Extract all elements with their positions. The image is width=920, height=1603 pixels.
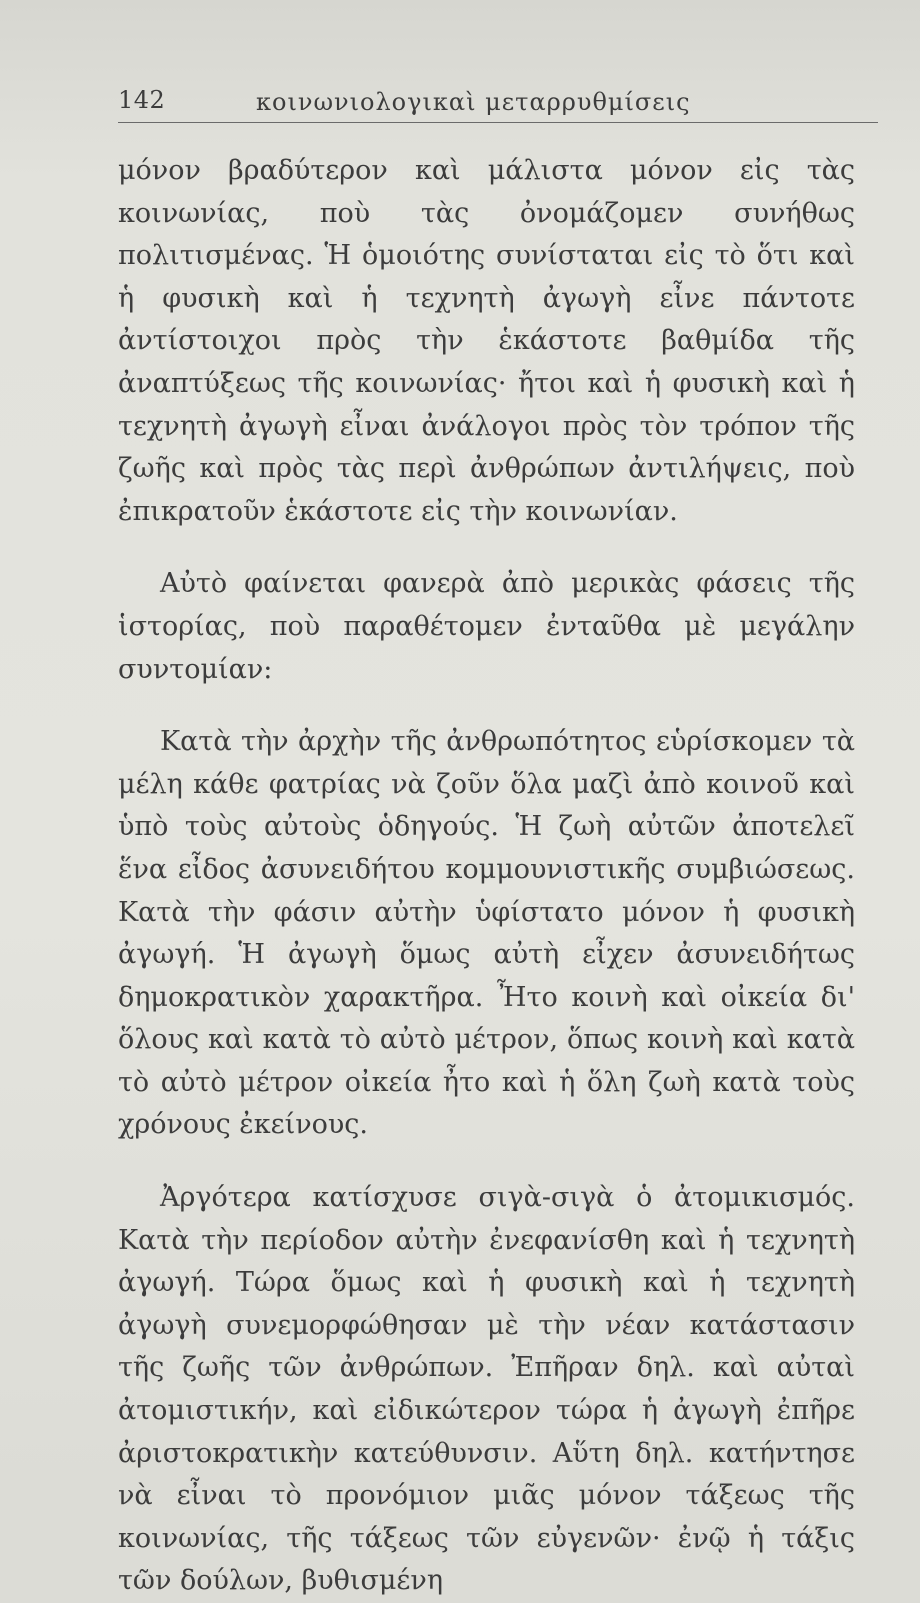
header-rule (118, 122, 878, 123)
paragraph: Ἀργότερα κατίσχυσε σιγὰ-σιγὰ ὁ ἀτομικισμός. Κατὰ τὴν περίοδον αὐτὴν ἐνεφανίσθη καὶ ἡ τεχνητὴ ἀγωγή. Τώρα ὅμως καὶ ἡ φυσικὴ καὶ ἡ τεχνητὴ ἀγωγὴ συνεμορφώθησαν μὲ τὴν νέαν κατάστασιν τῆς ζωῆς τῶν ἀνθρώπων. Ἐπῆραν δηλ. καὶ αὐταὶ ἀτομιστικήν, καὶ εἰδικώτερον τώρα ἡ ἀγωγὴ ἐπῆρε ἀριστοκρατικὴν κατεύθυνσιν. Αὕτη δηλ. κατήντησε νὰ εἶναι τὸ προνόμιον μιᾶς μόνον τάξεως τῆς κοινωνίας, τῆς τάξεως τῶν εὐγενῶν· ἐνῷ ἡ τάξις τῶν δούλων, βυθισμένη (118, 1182, 855, 1597)
page-header (118, 86, 878, 126)
paragraph: Αὐτὸ φαίνεται φανερὰ ἀπὸ μερικὰς φάσεις τῆς ἱστορίας, ποὺ παραθέτομεν ἐνταῦθα μὲ μεγάλην συντομίαν: (118, 568, 855, 685)
paragraph: Κατὰ τὴν ἀρχὴν τῆς ἀνθρωπότητος εὑρίσκομεν τὰ μέλη κάθε φατρίας νὰ ζοῦν ὅλα μαζὶ ἀπὸ κοινοῦ καὶ ὑπὸ τοὺς αὐτοὺς ὁδηγούς. Ἡ ζωὴ αὐτῶν ἀποτελεῖ ἕνα εἶδος ἀσυνειδήτου κομμουνιστικῆς συμβιώσεως. Κατὰ τὴν φάσιν αὐτὴν ὑφίστατο μόνον ἡ φυσικὴ ἀγωγή. Ἡ ἀγωγὴ ὅμως αὐτὴ εἶχεν ἀσυνειδήτως δημοκρατικὸν χαρακτῆρα. Ἦτο κοινὴ καὶ οἰκεία δι' ὅλους καὶ κατὰ τὸ αὐτὸ μέτρον, ὅπως κοινὴ καὶ κατὰ τὸ αὐτὸ μέτρον οἰκεία ἦτο καὶ ἡ ὅλη ζωὴ κατὰ τοὺς χρόνους ἐκείνους. (118, 726, 855, 1141)
running-title: κοινωνιολογικαὶ μεταρρυθμίσεις (256, 88, 691, 116)
paragraph-continued: μόνον βραδύτερον καὶ μάλιστα μόνον εἰς τὰς κοινωνίας, ποὺ τὰς ὀνομάζομεν συνήθως πολιτισμένας. Ἡ ὁμοιότης συνίσταται εἰς τὸ ὅτι καὶ ἡ φυσικὴ καὶ ἡ τεχνητὴ ἀγωγὴ εἶνε πάντοτε ἀντίστοιχοι πρὸς τὴν ἑκάστοτε βαθμίδα τῆς ἀναπτύξεως τῆς κοινωνίας· ἤτοι καὶ ἡ φυσικὴ καὶ ἡ τεχνητὴ ἀγωγὴ εἶναι ἀνάλογοι πρὸς τὸν τρόπον τῆς ζωῆς καὶ πρὸς τὰς περὶ ἀνθρώπων ἀντιλήψεις, ποὺ ἐπικρατοῦν ἑκάστοτε εἰς τὴν κοινωνίαν. (118, 155, 855, 527)
page-number: 142 (118, 86, 166, 114)
body-text (118, 150, 855, 1603)
